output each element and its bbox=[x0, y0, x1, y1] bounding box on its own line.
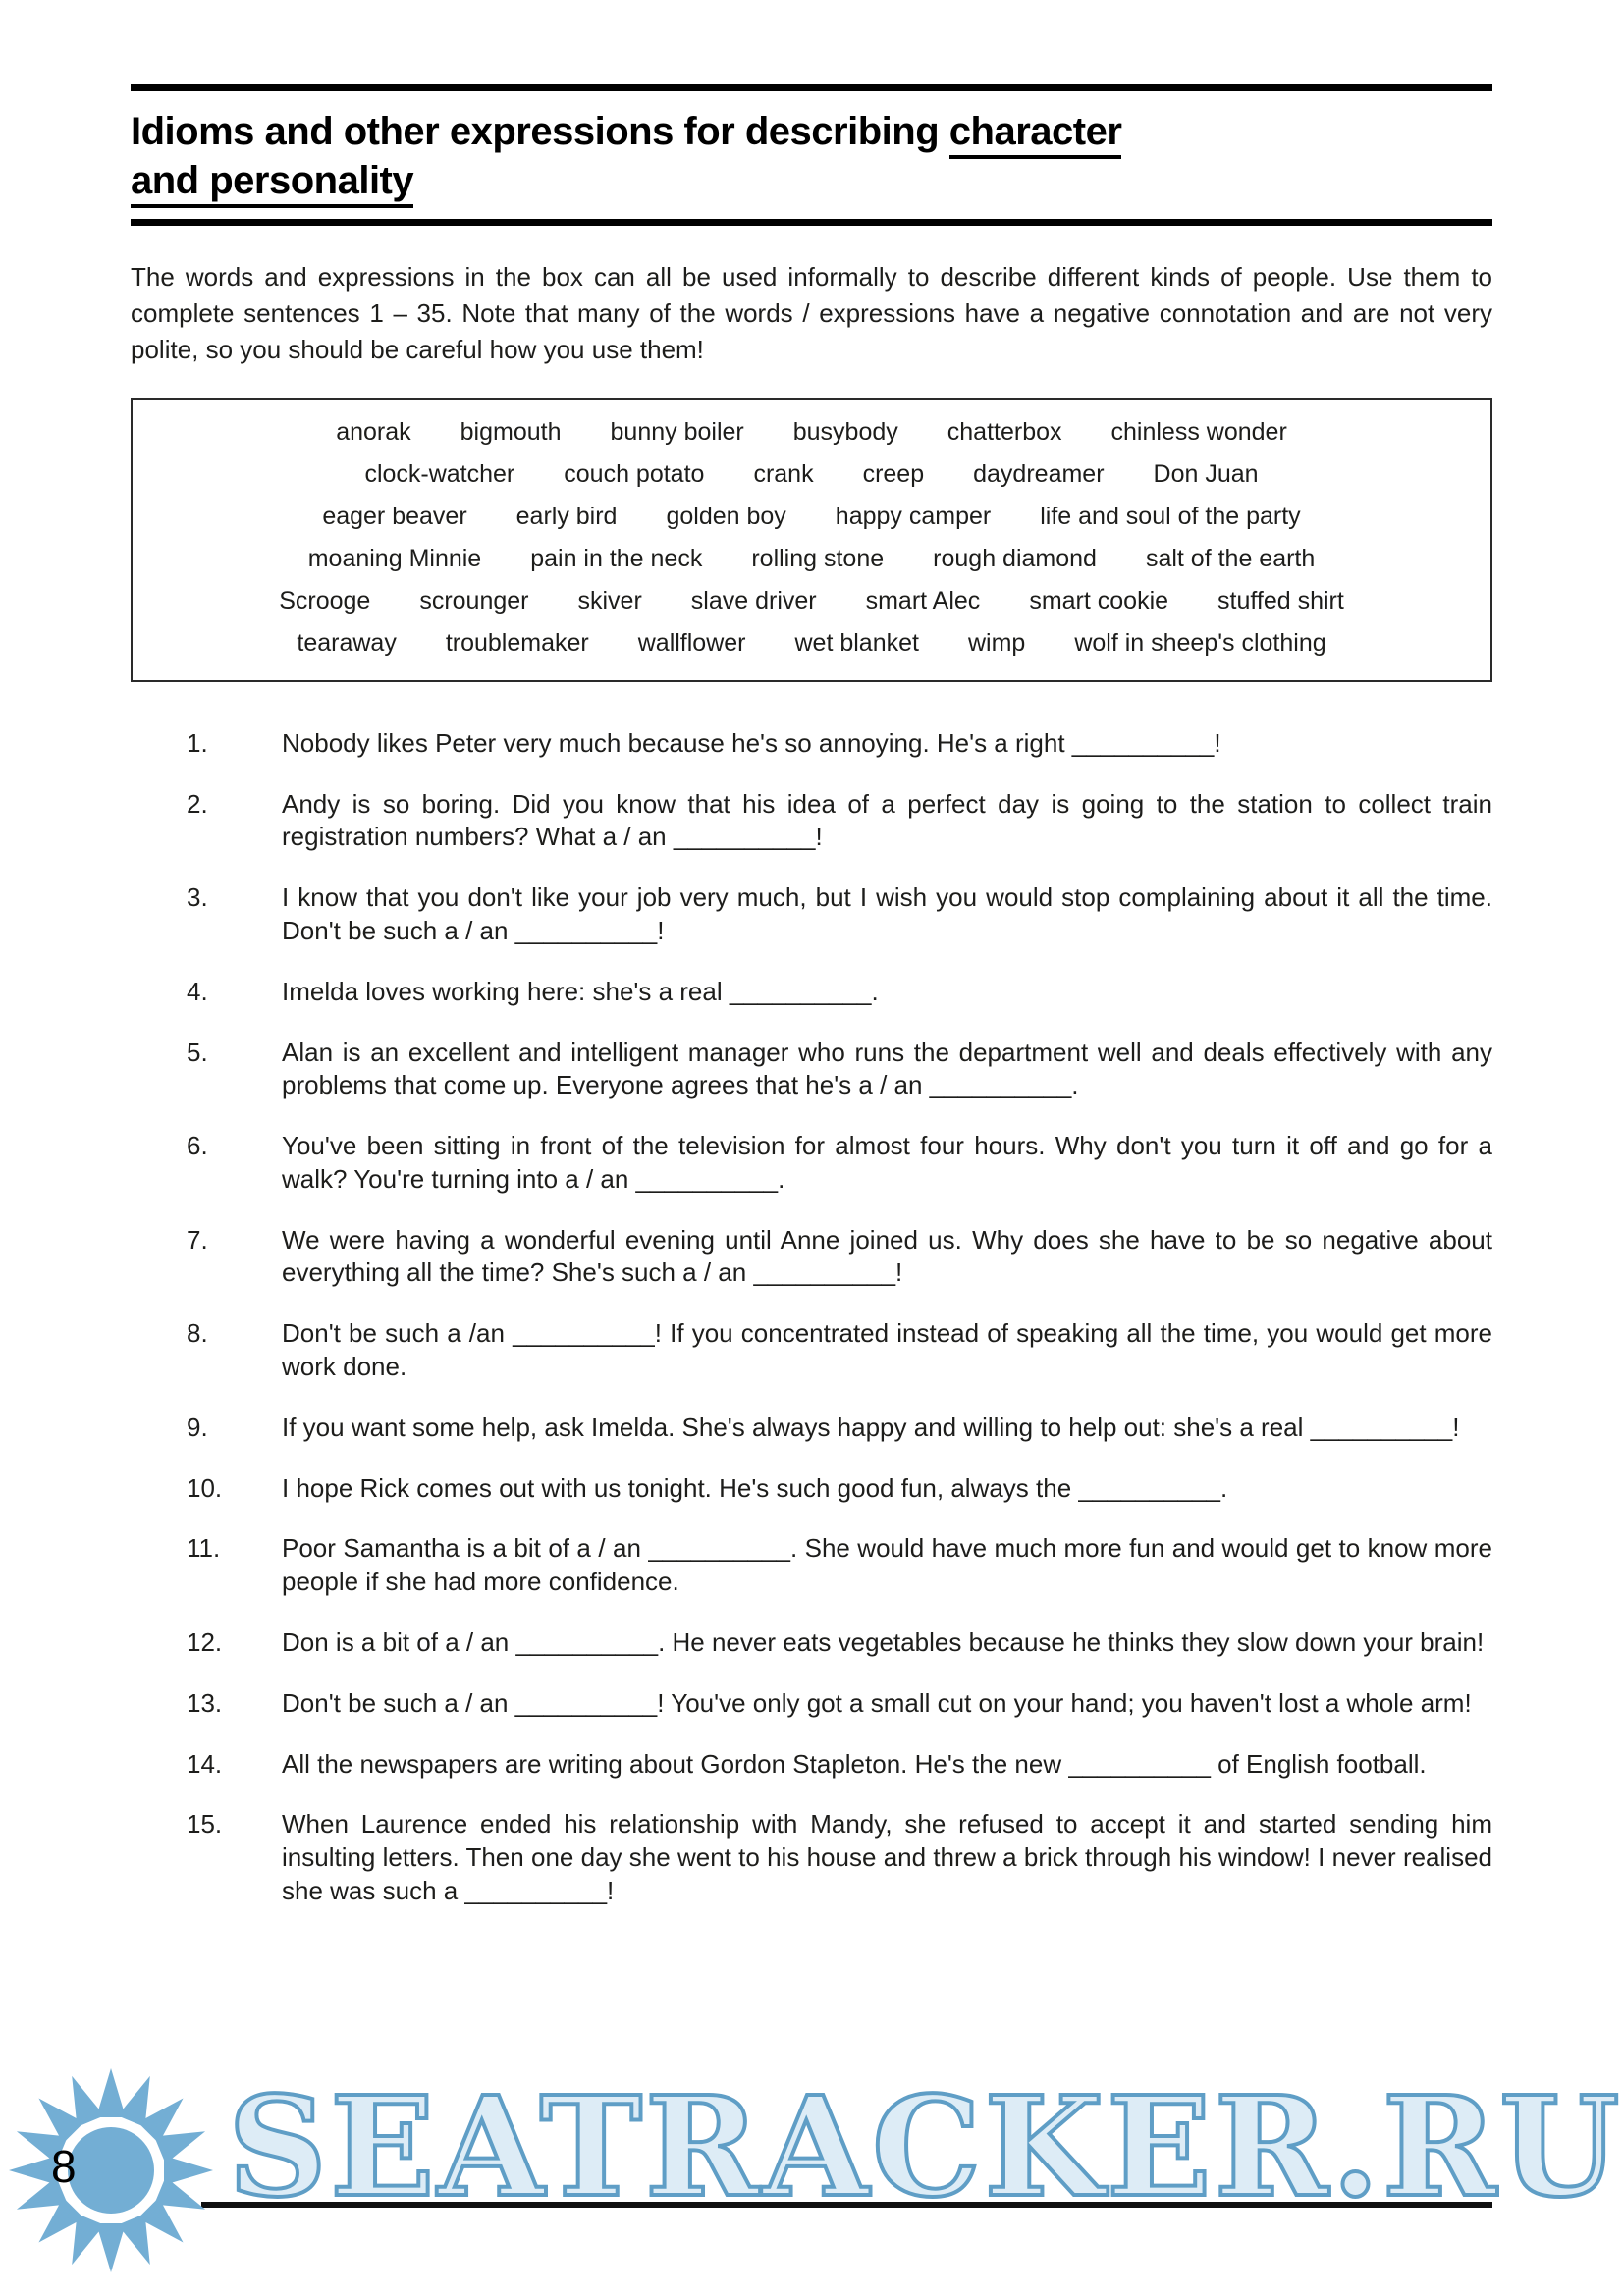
word-box-item: rolling stone bbox=[751, 544, 885, 572]
word-box-item: life and soul of the party bbox=[1040, 502, 1301, 530]
word-box-item: crank bbox=[753, 459, 814, 488]
sentence-item bbox=[131, 976, 1492, 1009]
word-box-item: wolf in sheep's clothing bbox=[1074, 628, 1326, 657]
word-box-row bbox=[156, 454, 1467, 496]
word-box-item: wimp bbox=[967, 628, 1026, 657]
title-text: Idioms and other expressions for describing bbox=[131, 110, 940, 153]
sentence-text: You've been sitting in front of the television for almost four hours. Why don't you turn it off and go for a walk? You're turning into a / an __________. bbox=[282, 1131, 1492, 1194]
sentence-text: Nobody likes Peter very much because he's so annoying. He's a right __________! bbox=[282, 727, 1221, 758]
sentence-text: We were having a wonderful evening until Anne joined us. Why does she have to be so negative about everything all the time? She's such a / an __________! bbox=[282, 1224, 1492, 1288]
sentence-item bbox=[131, 1317, 1492, 1384]
sun-core bbox=[68, 2127, 154, 2214]
sentence-number: 12. bbox=[187, 1628, 223, 1658]
word-box-item: wallflower bbox=[637, 628, 746, 657]
sentence-item bbox=[131, 1412, 1492, 1445]
exercise-list bbox=[131, 727, 1492, 1908]
sentence-item bbox=[131, 1748, 1492, 1782]
word-box-row bbox=[156, 622, 1467, 665]
word-box-item: tearaway bbox=[297, 628, 397, 657]
sentence-item bbox=[131, 788, 1492, 855]
word-box-item: chinless wonder bbox=[1110, 417, 1287, 446]
word-box-item: rough diamond bbox=[933, 544, 1097, 572]
sentence-text: Don't be such a / an __________! You've only got a small cut on your hand; you haven't lost a whole arm! bbox=[282, 1687, 1472, 1718]
sentence-text: Don is a bit of a / an __________. He never eats vegetables because he thinks they slow down your brain! bbox=[282, 1628, 1485, 1658]
sentence-text: Andy is so boring. Did you know that his idea of a perfect day is going to the station to collect train registration numbers? What a / an __________! bbox=[282, 788, 1492, 852]
sentence-number: 4. bbox=[187, 976, 208, 1006]
word-box-item: early bird bbox=[515, 502, 618, 530]
word-box-item: stuffed shirt bbox=[1217, 586, 1344, 614]
word-box-item: troublemaker bbox=[445, 628, 589, 657]
title-rule-bottom bbox=[131, 219, 1492, 226]
word-box-item: eager beaver bbox=[322, 502, 467, 530]
word-box-item: pain in the neck bbox=[530, 544, 703, 572]
sentence-text: Poor Samantha is a bit of a / an __________. She would have much more fun and would get to know more people if she had more confidence. bbox=[282, 1533, 1492, 1597]
word-box-item: skiver bbox=[577, 586, 642, 614]
sentence-number: 7. bbox=[187, 1224, 208, 1255]
sentence-item bbox=[131, 881, 1492, 948]
sentence-item bbox=[131, 1687, 1492, 1721]
page-number: 8 bbox=[51, 2141, 77, 2192]
sentence-text: I hope Rick comes out with us tonight. He's such good fun, always the __________. bbox=[282, 1472, 1228, 1503]
title-underline-personality: and personality bbox=[131, 159, 413, 208]
word-box-item: couch potato bbox=[564, 459, 705, 488]
word-box bbox=[131, 398, 1492, 682]
word-box-item: chatterbox bbox=[947, 417, 1062, 446]
sentence-text: If you want some help, ask Imelda. She's always happy and willing to help out: she's a real __________! bbox=[282, 1412, 1460, 1442]
sentence-item bbox=[131, 1808, 1492, 1907]
sentence-number: 9. bbox=[187, 1412, 208, 1442]
sentence-item bbox=[131, 1472, 1492, 1506]
sentence-number: 8. bbox=[187, 1318, 208, 1349]
sentence-item bbox=[131, 727, 1492, 761]
word-box-row bbox=[156, 496, 1467, 538]
word-box-item: clock-watcher bbox=[364, 459, 515, 488]
word-box-item: Scrooge bbox=[279, 586, 371, 614]
word-box-item: wet blanket bbox=[794, 628, 919, 657]
sentence-item bbox=[131, 1627, 1492, 1660]
sentence-number: 13. bbox=[187, 1687, 223, 1718]
sun-logo bbox=[4, 2063, 218, 2277]
sentence-number: 5. bbox=[187, 1037, 208, 1067]
word-box-item: salt of the earth bbox=[1145, 544, 1316, 572]
word-box-item: slave driver bbox=[690, 586, 817, 614]
title-rule-top bbox=[131, 84, 1492, 91]
word-box-item: Don Juan bbox=[1153, 459, 1259, 488]
sentence-text: Imelda loves working here: she's a real __________. bbox=[282, 976, 879, 1006]
title-underline-character: character bbox=[949, 110, 1122, 159]
sentence-number: 1. bbox=[187, 727, 208, 758]
sentence-item bbox=[131, 1224, 1492, 1291]
sentence-text: When Laurence ended his relationship with Mandy, she refused to accept it and started sending him insulting letters. Then one day she went to his house and threw a brick through his window! I never realised she was such a __________! bbox=[282, 1809, 1492, 1906]
sentence-text: Don't be such a /an __________! If you concentrated instead of speaking all the time, you would get more work done. bbox=[282, 1318, 1492, 1382]
word-box-item: happy camper bbox=[835, 502, 992, 530]
page-title bbox=[131, 107, 1492, 205]
word-box-item: smart Alec bbox=[865, 586, 981, 614]
sentence-item bbox=[131, 1130, 1492, 1197]
word-box-item: creep bbox=[862, 459, 925, 488]
sentence-text: Alan is an excellent and intelligent manager who runs the department well and deals effectively with any problems that come up. Everyone agrees that he's a / an __________. bbox=[282, 1037, 1492, 1100]
sentence-number: 6. bbox=[187, 1131, 208, 1161]
word-box-item: smart cookie bbox=[1029, 586, 1169, 614]
word-box-item: anorak bbox=[336, 417, 411, 446]
sentence-number: 15. bbox=[187, 1809, 223, 1840]
sentence-number: 3. bbox=[187, 882, 208, 913]
intro-paragraph: The words and expressions in the box can all be used informally to describe different kinds of people. Use them to complete sentences 1 – 35. Note that many of the words / expressions have a negative connotation and are not very polite, so you should be careful how you use them! bbox=[131, 262, 1492, 364]
sentence-text: I know that you don't like your job very much, but I wish you would stop complaining about it all the time. Don't be such a / an __________! bbox=[282, 882, 1492, 945]
word-box-row bbox=[156, 580, 1467, 622]
word-box-item: daydreamer bbox=[973, 459, 1105, 488]
word-box-row bbox=[156, 411, 1467, 454]
sentence-number: 11. bbox=[187, 1533, 221, 1564]
word-box-item: bunny boiler bbox=[610, 417, 744, 446]
watermark-text: SEATRACKER.RU bbox=[228, 2067, 1623, 2228]
sentence-number: 14. bbox=[187, 1748, 223, 1779]
sentence-text: All the newspapers are writing about Gordon Stapleton. He's the new __________ of English football. bbox=[282, 1748, 1427, 1779]
sentence-number: 2. bbox=[187, 788, 208, 819]
sentence-item bbox=[131, 1037, 1492, 1103]
word-box-item: moaning Minnie bbox=[307, 544, 482, 572]
word-box-row bbox=[156, 538, 1467, 580]
word-box-item: busybody bbox=[792, 417, 898, 446]
word-box-item: scrounger bbox=[419, 586, 529, 614]
sentence-item bbox=[131, 1532, 1492, 1599]
sentence-number: 10. bbox=[187, 1472, 223, 1503]
word-box-item: bigmouth bbox=[460, 417, 562, 446]
word-box-item: golden boy bbox=[666, 502, 786, 530]
